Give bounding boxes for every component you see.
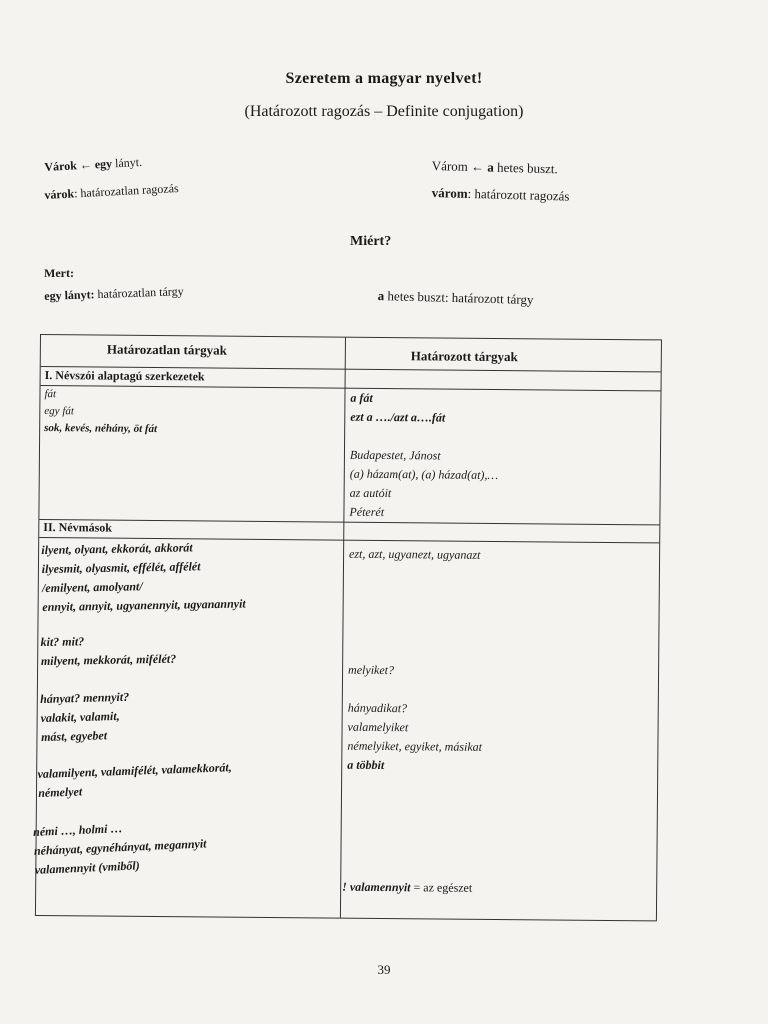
conjugation-type: : határozatlan ragozás [73,180,179,201]
list-item: sok, kevés, néhány, öt fát [44,422,158,436]
list-item: /emilyent, amolyant/ [41,579,143,596]
list-item: fát [44,388,57,401]
article-egy: egy [94,156,113,172]
list-item: kit? mit? [40,634,85,650]
example-indefinite-sentence [44,155,142,175]
list-item: az autóit [349,485,392,501]
reason-definite-object: hetes buszt: [384,288,449,305]
reason-definite-type: határozott tárgy [448,289,534,308]
example-definite-label [432,185,570,205]
object-text: lányt. [111,154,143,171]
list-item: ennyit, annyit, ugyanennyit, ugyanannyit [42,596,246,615]
page-subtitle: (Határozott ragozás – Definite conjugation) [244,103,524,120]
table-column-divider [340,338,346,918]
list-item: (a) házam(at), (a) házad(at),… [349,466,499,483]
verb-varom-label: várom [431,185,468,201]
verb-varok: Várok ← [44,157,93,174]
page-title: Szeretem a magyar nyelvet! [285,70,483,87]
header-indefinite: Határozatlan tárgyak [106,341,227,358]
list-item: valamelyiket [347,719,409,735]
section2-title: II. Névmások [43,520,113,535]
list-item: a többit [347,757,385,773]
section2-definite-group2 [348,661,394,680]
section2-definite-last [342,878,472,898]
section2-indefinite-group4 [37,758,233,803]
header-definite: Határozott tárgyak [410,348,518,365]
section2-indefinite-group2 [40,631,176,671]
reason-indefinite [44,284,184,304]
section1-indefinite-cell [44,386,157,438]
list-item: valamilyent, valamifélét, valamekkorát, [37,760,232,781]
list-item: némi …, holmi … [32,821,123,839]
list-item [342,878,472,898]
list-item: ezt, azt, ugyanezt, ugyanazt [349,546,481,562]
section1-definite-cell [349,389,498,523]
list-item: mást, egyebet [40,728,108,744]
list-item: némelyet [37,784,83,800]
example-indefinite-label [44,181,179,203]
list-item: néhányat, egynéhányat, megannyit [33,836,207,858]
section1-title: I. Névszói alaptagú szerkezetek [44,368,205,384]
list-item: milyent, mekkorát, mifélét? [40,651,177,669]
verb-varom: Várom ← [431,158,485,175]
section2-definite-group3 [347,699,482,776]
conjugation-type: : határozott ragozás [467,185,570,204]
list-item: a fát [350,390,373,405]
valamennyit-meaning: = az egészet [410,880,473,895]
list-item: ezt a …./azt a….fát [350,409,446,425]
section2-indefinite-group3 [40,688,130,747]
list-item [350,427,498,447]
list-item: ilyesmit, olyasmit, effélét, affélét [41,559,201,577]
list-item: Budapestet, Jánost [349,447,441,463]
list-item: melyiket? [348,662,395,678]
list-item: egy fát [44,405,75,418]
reason-label: Mert: [44,266,74,280]
section2-indefinite-group5 [33,815,208,879]
reason-definite [378,288,534,308]
reason-indefinite-type: határozatlan tárgy [94,284,184,302]
page-number: 39 [377,962,391,977]
verb-varok-label: várok [44,186,75,202]
section2-indefinite-group1 [41,537,246,617]
example-definite-sentence [432,158,558,177]
list-item: Péterét [349,504,385,520]
object-text: hetes buszt. [493,159,558,177]
list-item: valakit, valamit, [40,708,120,726]
section2-definite-group1 [349,545,480,565]
reason-indefinite-object: egy lányt: [44,287,95,303]
list-item: valamennyit (vmiből) [34,858,140,877]
article-a: a [487,159,495,175]
question-heading: Miért? [350,234,392,249]
reason-definite-article: a [377,288,385,304]
list-item: némelyiket, egyiket, másikat [347,738,483,754]
list-item: hányadikat? [347,700,408,716]
list-item: hányat? mennyit? [39,689,130,707]
valamennyit-term: ! valamennyit [342,879,411,895]
conjugation-table [32,334,662,921]
list-item: ilyent, olyant, ekkorát, akkorát [41,540,193,558]
